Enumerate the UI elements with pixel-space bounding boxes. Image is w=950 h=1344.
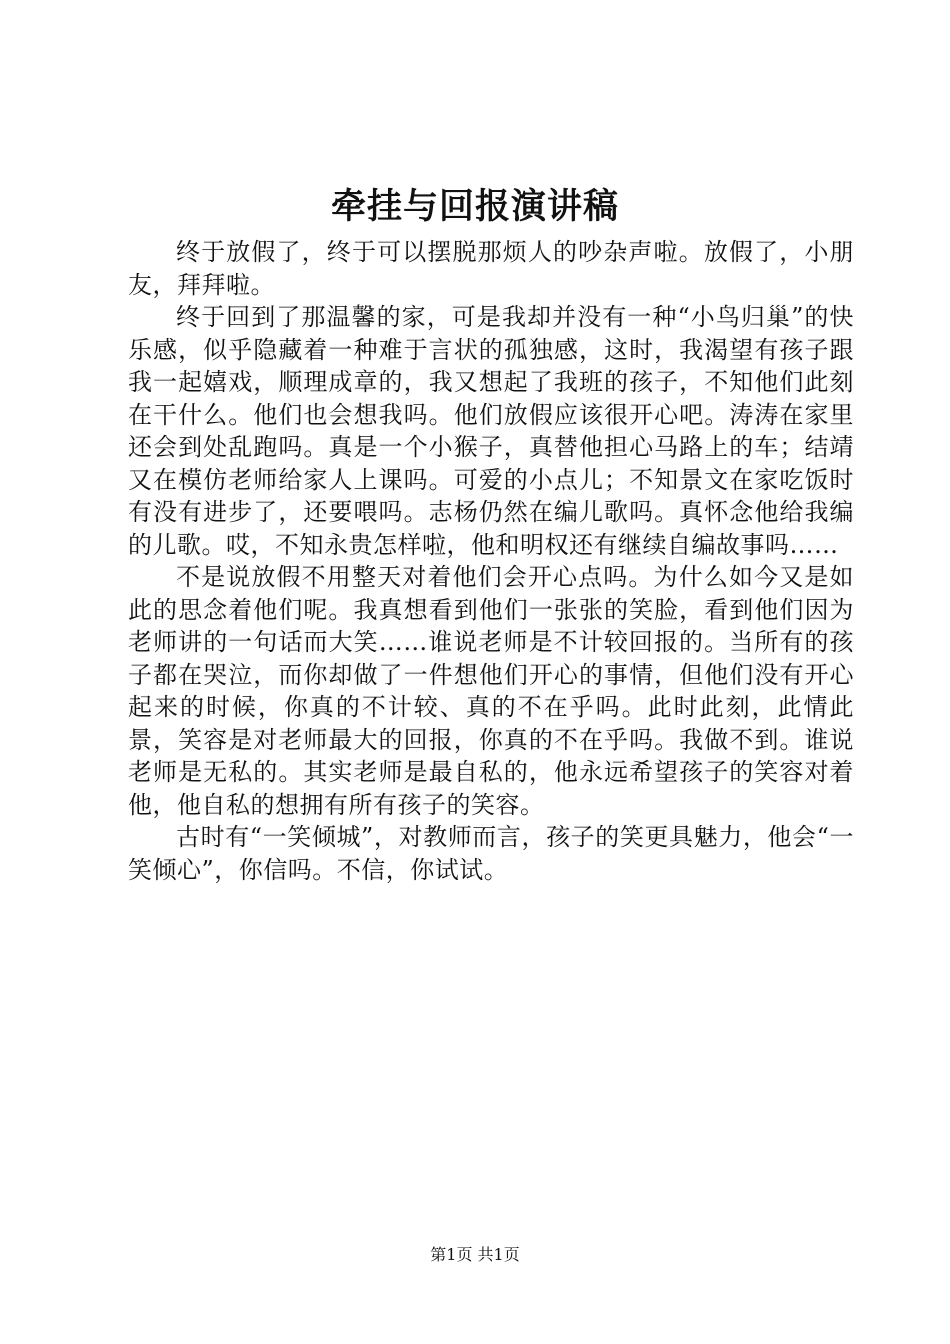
paragraph-1: 终于放假了，终于可以摆脱那烦人的吵杂声啦。放假了，小朋友，拜拜啦。: [128, 238, 854, 299]
document-title: 牵挂与回报演讲稿: [330, 186, 619, 227]
paragraph-3: 不是说放假不用整天对着他们会开心点吗。为什么如今又是如此的思念着他们呢。我真想看到他们一张张的笑脸，看到他们因为老师讲的一句话而大笑……谁说老师是不计较回报的。当所有的孩子都在哭泣，而你却做了一件想他们开心的事情，但他们没有开心起来的时候，你真的不计较、真的不在乎吗。此时此刻，此情此景，笑容是对老师最大的回报，你真的不在乎吗。我做不到。谁说老师是无私的。其实老师是最自私的，他永远希望孩子的笑容对着他，他自私的想拥有所有孩子的笑容。: [128, 563, 854, 819]
page-number-footer: 第1页 共1页: [430, 1245, 520, 1264]
paragraph-4: 古时有“一笑倾城”，对教师而言，孩子的笑更具魅力，他会“一笑倾心”，你信吗。不信，你试试。: [128, 823, 854, 884]
paragraph-2: 终于回到了那温馨的家，可是我却并没有一种“小鸟归巢”的快乐感，似乎隐藏着一种难于言状的孤独感，这时，我渴望有孩子跟我一起嬉戏，顺理成章的，我又想起了我班的孩子，不知他们此刻在干什么。他们也会想我吗。他们放假应该很开心吧。涛涛在家里还会到处乱跑吗。真是一个小猴子，真替他担心马路上的车；结靖又在模仿老师给家人上课吗。可爱的小点儿；不知景文在家吃饭时有没有进步了，还要喂吗。志杨仍然在编儿歌吗。真怀念他给我编的儿歌。哎，不知永贵怎样啦，他和明权还有继续自编故事吗……: [128, 303, 854, 559]
document-body: [128, 236, 854, 886]
